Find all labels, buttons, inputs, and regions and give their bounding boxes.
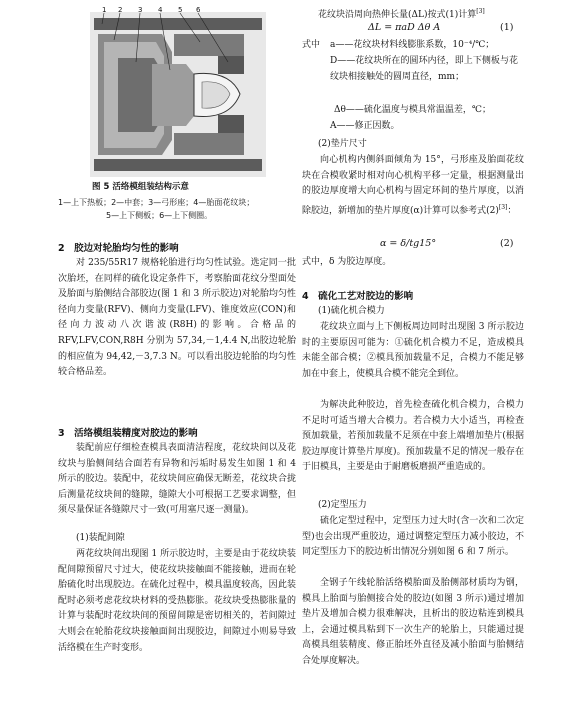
section-4-heading: 4 硫化工艺对胶边的影响 [302,291,414,302]
section-4-2-body: 硫化定型过程中，定型压力过大时(含一次和二次定型)也会出现严重胶边，通过调整定型压力减小胶边，不同定型压力下的胶边析出情况分别如图 6 和 7 所示。 [302,516,524,558]
equation-1-number: (1) [500,22,514,33]
equation-1: ΔL = πaD Δθ A [368,22,441,33]
section-4-1-body-2: 为解决此种胶边，首先检查硫化机合模力，合模力不足时可适当增大合模力。若合模力大小适当，再检查预加载量，若预加载量不足须在中套上端增加垫片(根据胶边厚度计算垫片厚度)。预加载量不足的情况一般存在于旧模具，主要是由于耐磨板磨损严重造成的。 [302,400,524,473]
section-3-body: 装配前应仔细检查模具表面清洁程度，花纹块间以及花纹块与胎侧间结合面若有异物和污垢时易发生如图 1 和 4 所示的胶边。装配中，花纹块间应确保无断差，花纹块合拢后测量花纹块间的缝隙，缝隙大小可根据工艺要求调整，但须尽量保证各缝隙尺寸一致(可用塞尺逐一测量)。 [58,443,296,516]
equation-2-number: (2) [500,238,514,249]
section-4-2-body-2: 全钢子午线轮胎活络模胎面及胎侧部材质均为钢，模具上胎面与胎侧接合处的胶边(如图 3 所示)通过增加垫片及增加合模力很难解决，且析出的胶边粘连到模具上，会通过模具粘到下一次生产的轮胎上，只能通过提高模具组装精度、修正胎坯外直径及减小胎面与胎侧结合处厚度解决。 [302,578,524,666]
figure-label-1: 1 [102,6,107,14]
section-3-2-body [302,153,524,219]
section-3-heading: 3 活络模组装精度对胶边的影响 [58,428,198,439]
section-3-1-heading: (1)装配间隙 [76,533,125,543]
reference-3b: [3] [498,203,508,211]
where-a: a——花纹块材料线膨胀系数，10⁻⁴/℃； [330,40,495,50]
gasket-colon: ： [507,205,517,216]
figure-5 [90,6,266,177]
section-4-1-body: 花纹块立面与上下侧板周边同时出现图 3 所示胶边时的主要原因可能为：①硫化机合模力不足，造成模具未能全部合模；②模具预加载量不足，合模力不能足够加在中套上，使模具合模不能完全到位。 [302,322,524,379]
gasket-text: 向心机构内侧斜面倾角为 15°，弓形座及胎面花纹块在合模收紧时相对向心机构平移一定量，根据测量出的胶边厚度增大向心机构与固定环间的垫片厚度，以消除胶边，新增加的垫片厚度(α)计算可以参考式(2) [302,155,524,216]
figure-legend-line-2: 5—上下侧板；6—上下侧圈。 [106,211,213,220]
where-delta: 式中，δ 为胶边厚度。 [302,257,392,267]
equation-2: α = δ/tg15° [380,238,437,249]
where-lead-1: 式中 [302,40,321,50]
section-4-2-heading: (2)定型压力 [318,500,367,510]
mold-assembly-diagram [90,12,266,177]
figure-label-3: 3 [138,6,143,14]
section-2-body: 对 235/55R17 规格轮胎进行均匀性试验。选定同一批次胎坯，在同样的硫化设定条件下，考察胎面花纹分型面处及胎面与胎侧结合部胶边(图 1 和 3 所示胶边)对轮胎均匀性径向力变量(RFV)、侧向力变量(LFV)、锥度效应(CON)和径向力波动八次谐波(R8H)的影响。合格品的 RFV,LFV,CON,R8H 分别为 57,34,－1,4.4 N,出胶边轮胎的相应值为 94,42,－3,7.3 N。可以看出胶边轮胎的均匀性较合格品差。 [58,258,296,378]
thermal-expansion-intro [318,4,524,24]
figure-label-5: 5 [178,6,183,14]
section-3-1-body: 两花纹块间出现图 1 所示胶边时，主要是由于花纹块装配间隙预留尺寸过大，使花纹块接触面不能接触，进而在轮胎硫化时出现胶边。在硫化过程中，模具温度较高，因此装配时必须考虑花纹块材料的受热膨胀。花纹块受热膨胀量的计算与装配时花纹块间的预留间隙是密切相关的，若间隙过大则会在轮胎花纹块接触面间出现胶边，间隙过小则易导致活络模在生产时变形。 [58,549,296,653]
figure-caption: 图 5 活络模组装结构示意 [92,182,189,192]
thermal-expansion-text: 花纹块沿周向热伸长量(ΔL)按式(1)计算 [318,10,477,20]
section-2-heading: 2 胶边对轮胎均匀性的影响 [58,243,179,254]
section-4-1-heading: (1)硫化机合模力 [318,306,385,316]
reference-3: [3] [476,8,485,15]
where-theta: Δθ——硫化温度与模具常温温差，℃； [334,105,491,115]
where-A: A——修正因数。 [330,121,400,131]
figure-label-4: 4 [158,6,163,14]
figure-legend-line-1: 1—上下热板；2—中套；3—弓形座；4—胎面花纹块； [58,198,255,207]
figure-label-2: 2 [118,6,123,14]
figure-label-6: 6 [196,6,201,14]
section-3-2-heading: (2)垫片尺寸 [318,139,367,149]
where-D: D——花纹块所在的圆环内径，即上下侧板与花纹块相接触处的圆周直径，mm； [330,56,518,82]
